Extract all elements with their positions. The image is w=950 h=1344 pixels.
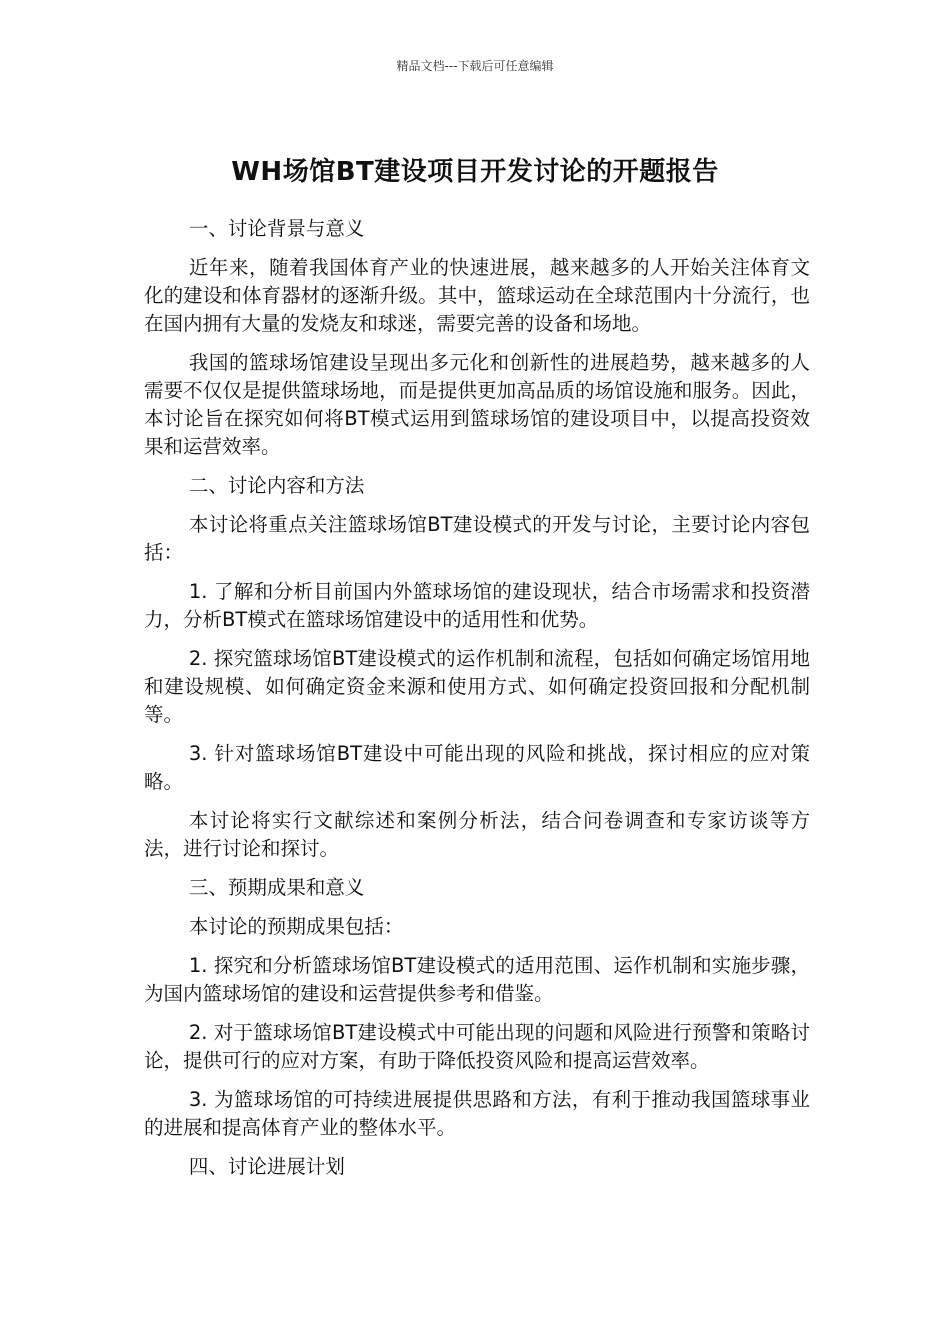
section-heading: 四、讨论进展计划 — [188, 1155, 345, 1178]
paragraph: 本讨论将实行文献综述和案例分析法，结合问卷调查和专家访谈等方法，进行讨论和探讨。 — [144, 809, 810, 860]
paragraph: 本讨论的预期成果包括： — [188, 915, 404, 938]
list-item: 3. 为篮球场馆的可持续进展提供思路和方法，有利于推动我国篮球事业的进展和提高体育产业的整体水平。 — [144, 1088, 810, 1139]
list-item: 2. 对于篮球场馆BT建设模式中可能出现的问题和风险进行预警和策略讨论，提供可行的应对方案，有助于降低投资风险和提高运营效率。 — [144, 1021, 810, 1072]
list-item: 1. 了解和分析目前国内外篮球场馆的建设现状，结合市场需求和投资潜力，分析BT模式在篮球场馆建设中的适用性和优势。 — [144, 580, 810, 631]
paragraph: 我国的篮球场馆建设呈现出多元化和创新性的进展趋势，越来越多的人需要不仅仅是提供篮球场地，而是提供更加高品质的场馆设施和服务。因此，本讨论旨在探究如何将BT模式运用到篮球场馆的建设项目中，以提高投资效果和运营效率。 — [144, 351, 810, 458]
section-heading: 三、预期成果和意义 — [188, 876, 365, 899]
list-item: 2. 探究篮球场馆BT建设模式的运作机制和流程，包括如何确定场馆用地和建设规模、如何确定资金来源和使用方式、如何确定投资回报和分配机制等。 — [144, 647, 810, 726]
document-title: WH场馆BT建设项目开发讨论的开题报告 — [231, 157, 719, 188]
header-note: 精品文档---下载后可任意编辑 — [396, 59, 554, 73]
paragraph: 近年来，随着我国体育产业的快速进展，越来越多的人开始关注体育文化的建设和体育器材的逐渐升级。其中，篮球运动在全球范围内十分流行，也在国内拥有大量的发烧友和球迷，需要完善的设备和场地。 — [144, 256, 810, 335]
paragraph: 本讨论将重点关注篮球场馆BT建设模式的开发与讨论，主要讨论内容包括： — [144, 513, 810, 564]
document-body — [144, 215, 810, 1192]
section-heading: 二、讨论内容和方法 — [188, 474, 365, 497]
list-item: 3. 针对篮球场馆BT建设中可能出现的风险和挑战，探讨相应的应对策略。 — [144, 742, 810, 793]
list-item: 1. 探究和分析篮球场馆BT建设模式的适用范围、运作机制和实施步骤，为国内篮球场馆的建设和运营提供参考和借鉴。 — [144, 954, 810, 1005]
section-heading: 一、讨论背景与意义 — [188, 217, 365, 240]
